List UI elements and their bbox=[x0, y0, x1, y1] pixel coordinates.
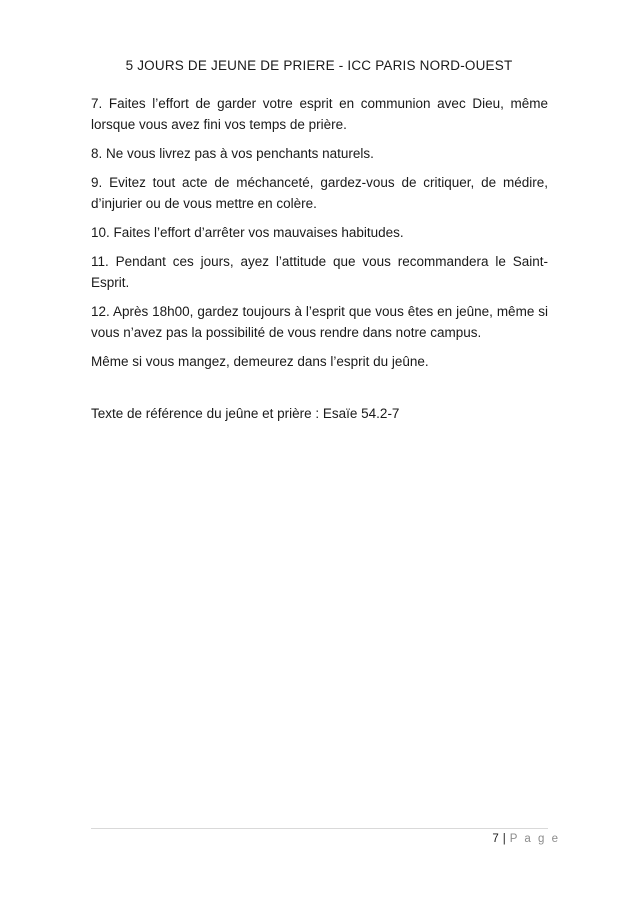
paragraph-item-7: 7. Faites l’effort de garder votre esprit en communion avec Dieu, même lorsque vous avez fini vos temps de prière. bbox=[91, 96, 548, 132]
paragraph-item-10: 10. Faites l’effort d’arrêter vos mauvaises habitudes. bbox=[91, 225, 404, 240]
reference-text: Texte de référence du jeûne et prière : Esaïe 54.2-7 bbox=[91, 406, 400, 421]
paragraph-item-8: 8. Ne vous livrez pas à vos penchants naturels. bbox=[91, 146, 374, 161]
page-label: P a g e bbox=[509, 833, 560, 845]
page-body bbox=[91, 93, 548, 432]
paragraph-closing: Même si vous mangez, demeurez dans l’esprit du jeûne. bbox=[91, 354, 429, 369]
paragraph-item-11: 11. Pendant ces jours, ayez l’attitude que vous recommandera le Saint-Esprit. bbox=[91, 254, 548, 290]
footer-separator: | bbox=[502, 833, 506, 845]
page-header: 5 JOURS DE JEUNE DE PRIERE - ICC PARIS NORD-OUEST bbox=[125, 58, 513, 73]
page-footer bbox=[492, 833, 560, 845]
footer-divider bbox=[91, 828, 548, 829]
paragraph-item-9: 9. Evitez tout acte de méchanceté, gardez-vous de critiquer, de médire, d’injurier ou de vous mettre en colère. bbox=[91, 175, 548, 211]
page-number: 7 bbox=[492, 833, 499, 845]
paragraph-item-12: 12. Après 18h00, gardez toujours à l’esprit que vous êtes en jeûne, même si vous n’avez pas la possibilité de vous rendre dans notre campus. bbox=[91, 304, 548, 340]
spacer bbox=[91, 380, 548, 403]
